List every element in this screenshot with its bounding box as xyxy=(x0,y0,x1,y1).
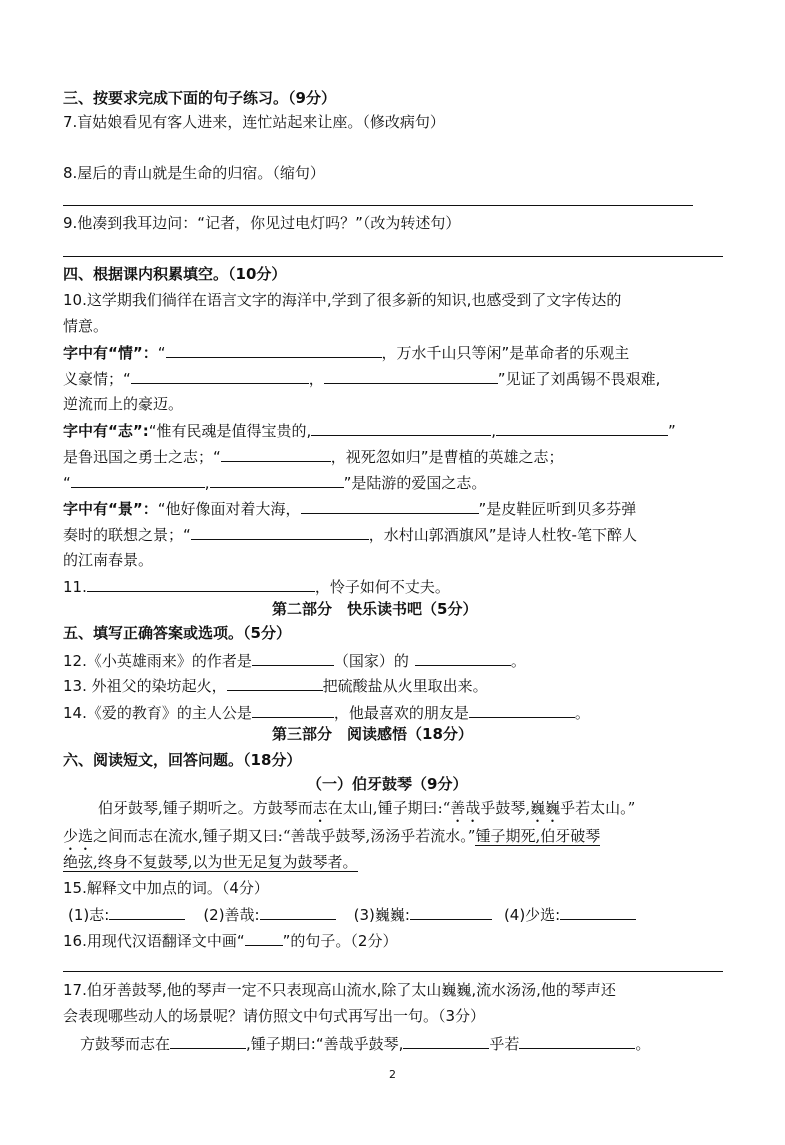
qing-line-2 xyxy=(63,368,660,389)
blank-q12-author[interactable] xyxy=(415,650,511,666)
passage-title: （一）伯牙鼓琴（9分） xyxy=(307,775,468,793)
blank-zhi-1[interactable] xyxy=(311,420,491,436)
qing-line-3: 逆流而上的豪迈。 xyxy=(63,395,184,413)
qing-line-1 xyxy=(63,342,629,363)
underline-sample xyxy=(245,930,283,946)
q12-text-a: 12.《小英雄雨来》的作者是 xyxy=(63,652,252,670)
blank-q15-4[interactable] xyxy=(560,904,636,920)
passage-text: 伯牙鼓琴,锺子期听之。方鼓琴而 xyxy=(98,799,313,817)
qing-label: 字中有“情”： xyxy=(63,344,158,362)
dotted-word-weiwei: 巍巍 xyxy=(530,799,561,817)
passage-line-2 xyxy=(63,826,600,854)
q13-text-a: 13. 外祖父的染坊起火， xyxy=(63,677,227,695)
question-10-intro-cont: 情意。 xyxy=(63,317,109,335)
question-14 xyxy=(63,702,590,723)
comma: , xyxy=(491,422,497,440)
question-10-intro: 10.这学期我们徜徉在语言文字的海洋中,学到了很多新的知识,也感受到了文字传达的 xyxy=(63,291,622,309)
jing-line-1 xyxy=(63,498,636,519)
blank-zhi-4[interactable] xyxy=(71,472,205,488)
section5-heading: 五、填写正确答案或选项。（5分） xyxy=(63,624,291,642)
answer-line-9[interactable] xyxy=(63,256,723,257)
question-12 xyxy=(63,650,526,671)
section3-heading: 三、按要求完成下面的句子练习。（9分） xyxy=(63,89,336,107)
jing-text-2b: ，水村山郭酒旗风”是诗人杜牧-笔下醉人 xyxy=(368,526,637,544)
zhi-line-3 xyxy=(63,472,486,493)
q17-text-b: ,锺子期曰:“善哉乎鼓琴, xyxy=(246,1035,404,1053)
blank-q14-friend[interactable] xyxy=(469,702,575,718)
question-7: 7.盲姑娘看见有客人进来，连忙站起来让座。（修改病句） xyxy=(63,113,445,131)
dotted-word-shaoxuan: 少选 xyxy=(63,827,94,845)
q16-text-b: ”的句子。（2分） xyxy=(282,932,398,950)
blank-q15-2[interactable] xyxy=(260,904,336,920)
quote-open: “ xyxy=(157,344,166,362)
jing-line-2 xyxy=(63,524,637,545)
part3-title: 第三部分 阅读感悟（18分） xyxy=(272,725,473,743)
zhi-line-1 xyxy=(63,420,676,441)
zhi-text-2a: 是鲁迅国之勇士之志；“ xyxy=(63,448,221,466)
blank-q15-3[interactable] xyxy=(410,904,492,920)
section6-heading: 六、阅读短文，回答问题。（18分） xyxy=(63,751,302,769)
blank-q15-1[interactable] xyxy=(109,904,185,920)
question-11 xyxy=(63,576,450,597)
question-15: 15.解释文中加点的词。（4分） xyxy=(63,879,269,897)
page-number: 2 xyxy=(389,1068,396,1081)
blank-q12-country[interactable] xyxy=(252,650,334,666)
q11-number: 11. xyxy=(63,578,87,596)
blank-qing-2[interactable] xyxy=(131,368,309,384)
blank-zhi-2[interactable] xyxy=(496,420,668,436)
question-16 xyxy=(63,930,397,951)
quote-close: ” xyxy=(668,422,676,440)
q15-item-1: (1)志: xyxy=(68,906,110,924)
jing-text-1b: ”是皮鞋匠听到贝多芬弹 xyxy=(478,500,637,518)
dotted-word-shanzai: 善哉 xyxy=(450,799,481,817)
question-17-line-2: 会表现哪些动人的场景呢？请仿照文中句式再写出一句。（3分） xyxy=(63,1007,486,1025)
question-9: 9.他凑到我耳边问：“记者，你见过电灯吗？”（改为转述句） xyxy=(63,214,461,232)
jing-label: 字中有“景”： xyxy=(63,500,158,518)
blank-zhi-3[interactable] xyxy=(221,446,331,462)
answer-line-16[interactable] xyxy=(63,971,723,972)
underlined-sentence: 锺子期死,伯牙破琴 xyxy=(475,827,601,845)
passage-text: 乎鼓琴, xyxy=(480,799,531,817)
blank-jing-2[interactable] xyxy=(191,524,369,540)
quote-open: “ xyxy=(63,474,71,492)
blank-q14-protagonist[interactable] xyxy=(252,702,334,718)
q15-item-4: (4)少选: xyxy=(503,906,561,924)
answer-line-8[interactable] xyxy=(63,205,693,206)
zhi-text-3c: ”是陆游的爱国之志。 xyxy=(343,474,487,492)
question-15-items xyxy=(68,904,636,925)
zhi-text-2b: ，视死忽如归”是曹植的英雄之志； xyxy=(330,448,564,466)
qing-text-2c: ”见证了刘禹锡不畏艰难, xyxy=(497,370,661,388)
zhi-label: 字中有“志”: xyxy=(63,422,149,440)
q14-text-a: 14.《爱的教育》的主人公是 xyxy=(63,704,252,722)
blank-zhi-5[interactable] xyxy=(210,472,344,488)
jing-text-2a: 奏时的联想之景；“ xyxy=(63,526,191,544)
blank-qing-3[interactable] xyxy=(324,368,498,384)
q13-text-b: 把硫酸盐从火里取出来。 xyxy=(322,677,488,695)
q15-item-3: (3)巍巍: xyxy=(353,906,410,924)
part2-title: 第二部分 快乐读书吧（5分） xyxy=(272,600,478,618)
q17-text-c: 乎若 xyxy=(489,1035,520,1053)
qing-text-2a: 义豪情；“ xyxy=(63,370,131,388)
blank-qing-1[interactable] xyxy=(166,342,382,358)
passage-line-1 xyxy=(98,798,635,826)
blank-jing-1[interactable] xyxy=(301,498,479,514)
dotted-word-zhi: 志 xyxy=(312,799,328,817)
blank-q17-2[interactable] xyxy=(403,1033,489,1049)
q15-item-2: (2)善哉: xyxy=(203,906,260,924)
comma: ， xyxy=(308,370,324,388)
question-17-line-1: 17.伯牙善鼓琴,他的琴声一定不只表现高山流水,除了太山巍巍,流水汤汤,他的琴声还 xyxy=(63,981,616,999)
section4-heading: 四、根据课内积累填空。（10分） xyxy=(63,265,287,283)
passage-text: 乎若太山。” xyxy=(560,799,636,817)
comma: , xyxy=(204,474,210,492)
q14-text-b: ，他最喜欢的朋友是 xyxy=(333,704,469,722)
passage-text: 在太山,锺子期曰:“ xyxy=(327,799,451,817)
q17-text-a: 方鼓琴而志在 xyxy=(80,1035,171,1053)
zhi-line-2 xyxy=(63,446,564,467)
blank-q13[interactable] xyxy=(227,675,323,691)
qing-text-1: ，万水千山只等闲”是革命者的乐观主 xyxy=(381,344,630,362)
passage-line-3 xyxy=(63,852,358,872)
period: 。 xyxy=(510,652,526,670)
jing-text-1a: “他好像面对着大海， xyxy=(157,500,301,518)
period: 。 xyxy=(635,1035,651,1053)
blank-q17-1[interactable] xyxy=(170,1033,246,1049)
question-17-line-3 xyxy=(80,1033,650,1054)
passage-text: 之间而志在流水,锺子期又曰:“善哉乎鼓琴,汤汤乎若流水。” xyxy=(93,827,476,845)
q11-text: ，怜子如何不丈夫。 xyxy=(314,578,450,596)
q12-text-b: （国家）的 xyxy=(333,652,409,670)
blank-q17-3[interactable] xyxy=(519,1033,635,1049)
blank-q11[interactable] xyxy=(87,576,315,592)
zhi-text-1a: “惟有民魂是值得宝贵的, xyxy=(148,422,312,440)
jing-line-3: 的江南春景。 xyxy=(63,551,154,569)
q16-text-a: 16.用现代汉语翻译文中画“ xyxy=(63,932,245,950)
question-13 xyxy=(63,675,488,696)
question-8: 8.屋后的青山就是生命的归宿。（缩句） xyxy=(63,164,325,182)
period: 。 xyxy=(574,704,590,722)
underlined-sentence-cont: 绝弦,终身不复鼓琴,以为世无足复为鼓琴者。 xyxy=(63,853,358,871)
